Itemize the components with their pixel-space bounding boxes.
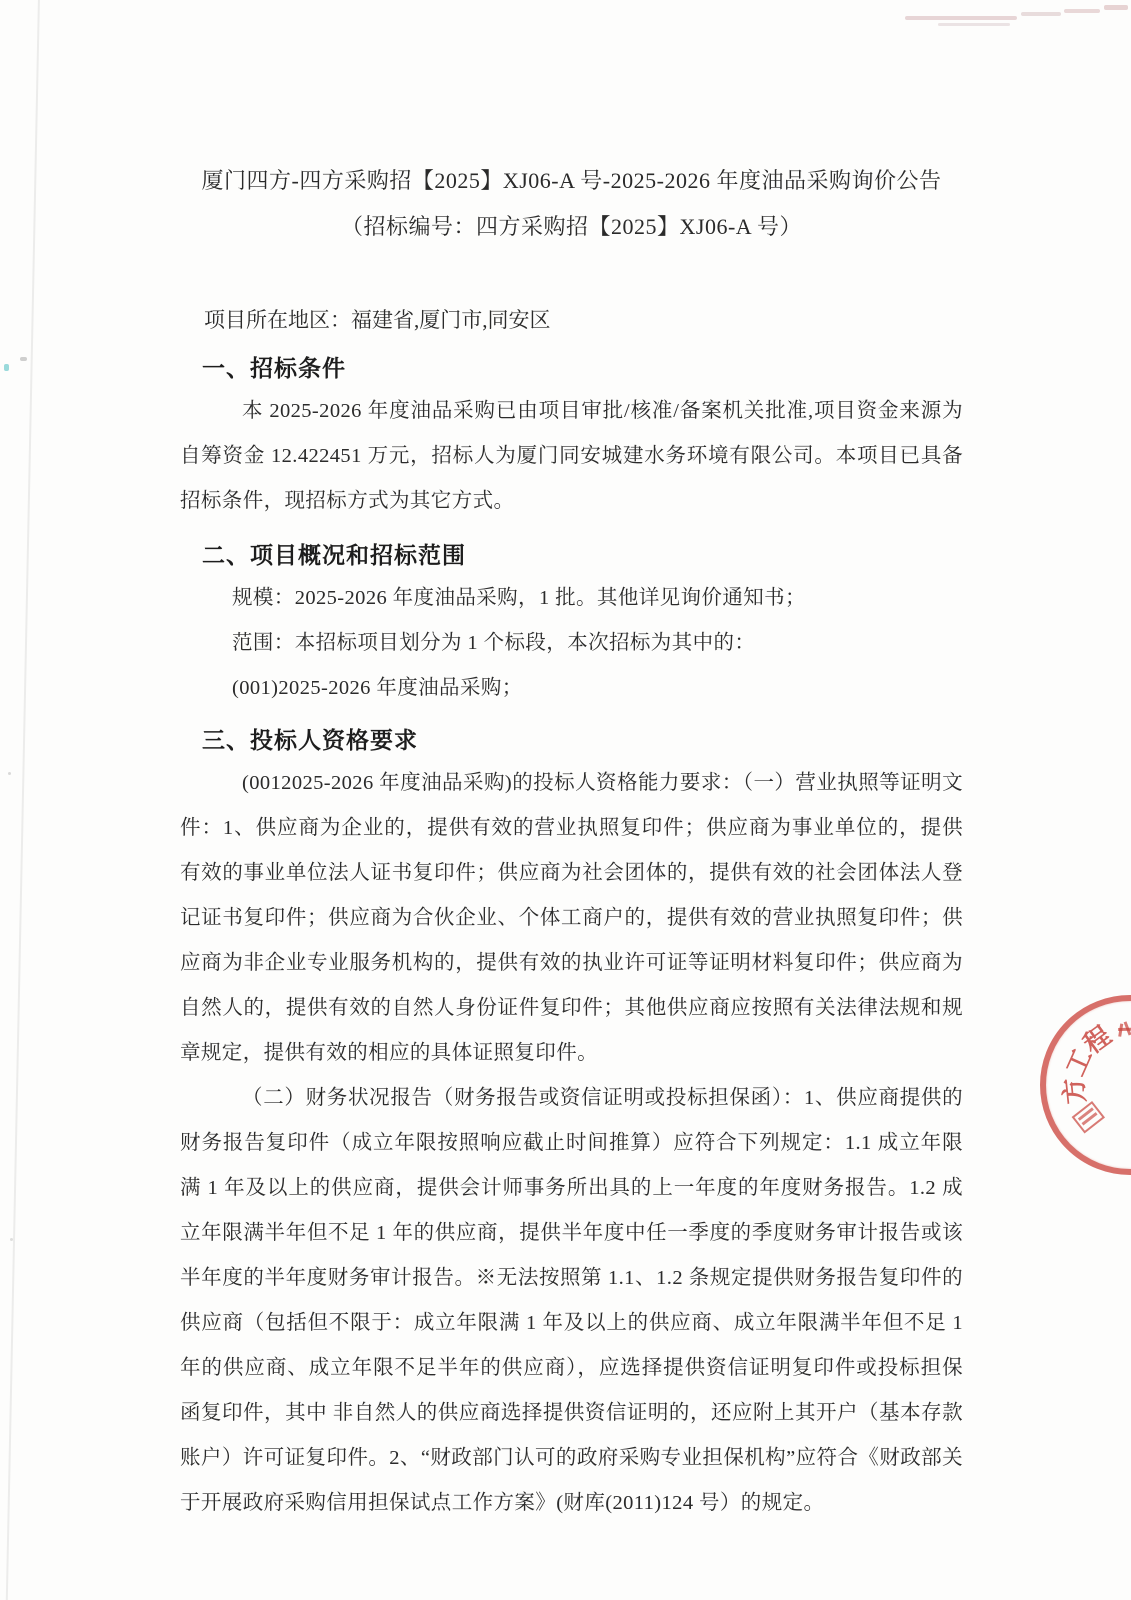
seal-character: 工: [1059, 1044, 1098, 1081]
section-3-heading: 三、投标人资格要求: [202, 727, 418, 753]
document-title-line-2: （招标编号：四方采购招【2025】XJ06-A 号）: [341, 214, 802, 239]
document-title-line-1: 厦门四方-四方采购招【2025】XJ06-A 号-2025-2026 年度油品采购询价公告: [201, 168, 942, 193]
section-2-scale-line: 规模：2025-2026 年度油品采购，1 批。其他详见询价通知书；: [232, 587, 806, 609]
scan-artifact: [905, 16, 1017, 20]
seal-character: 方: [1058, 1076, 1091, 1106]
document-title: [180, 158, 963, 250]
document-content: [180, 158, 963, 1526]
section-3-paragraph-1: (0012025-2026 年度油品采购)的投标人资格能力要求：（一）营业执照等证明文件：1、供应商为企业的，提供有效的营业执照复印件；供应商为事业单位的，提供有效的事业单位法人证书复印件；供应商为社会团体的，提供有效的社会团体法人登记证书复印件；供应商为合伙企业、个体工商户的，提供有效的营业执照复印件；供应商为非企业专业服务机构的，提供有效的执业许可证等证明材料复印件；供应商为自然人的，提供有效的自然人身份证件复印件；其他供应商应按照有关法律法规和规章规定，提供有效的相应的具体证照复印件。: [180, 772, 963, 1064]
scan-artifact: [1064, 9, 1100, 13]
scan-speck: [10, 1238, 13, 1241]
seal-partial-character-mark: [1116, 1019, 1131, 1038]
scan-speck: [4, 364, 9, 371]
section-2-lot-line: (001)2025-2026 年度油品采购；: [232, 677, 523, 699]
scan-artifact: [1104, 5, 1128, 10]
red-seal-stamp: [1040, 995, 1131, 1175]
seal-partial-character-mark: [1072, 1101, 1105, 1134]
section-3-paragraph-2: （二）财务状况报告（财务报告或资信证明或投标担保函）：1、供应商提供的财务报告复印件（成立年限按照响应截止时间推算）应符合下列规定：1.1 成立年限满 1 年及以上的供应商，提供会计师事务所出具的上一年度的年度财务报告。1.2 成立年限满半年但不足 1 年的供应商，提供半年度中任一季度的季度财务审计报告或该半年度的半年度财务审计报告。※无法按照第 1.1、1.2 条规定提供财务报告复印件的供应商（包括但不限于：成立年限满 1 年及以上的供应商、成立年限满半年但不足 1 年的供应商、成立年限不足半年的供应商），应选择提供资信证明复印件或投标担保 函复印件，其中 非自然人的供应商选择提供资信证明的，还应附上其开户（基本存款账户）许可证复印件。2、“财政部门认可的政府采购专业担保机构”应符合《财政部关于开展政府采购信用担保试点工作方案》(财库(2011)124 号）的规定。: [180, 1087, 963, 1514]
scan-speck: [20, 357, 27, 361]
scan-artifact: [938, 23, 1010, 26]
project-location-line: 项目所在地区：福建省,厦门市,同安区: [204, 308, 551, 332]
scan-fold-line: [6, 0, 40, 1600]
section-2-heading: 二、项目概况和招标范围: [202, 542, 466, 568]
seal-character: 程: [1077, 1019, 1117, 1060]
section-2-scope-line: 范围：本招标项目划分为 1 个标段，本次招标为其中的：: [232, 632, 756, 654]
section-1-paragraph: 本 2025-2026 年度油品采购已由项目审批/核准/备案机关批准,项目资金来源为自筹资金 12.422451 万元，招标人为厦门同安城建水务环境有限公司。本项目已具备招标条件，现招标方式为其它方式。: [180, 400, 963, 512]
section-1-heading: 一、招标条件: [202, 355, 346, 381]
scan-artifact: [1021, 12, 1061, 16]
scan-speck: [8, 772, 11, 775]
seal-ring: [1040, 995, 1131, 1175]
